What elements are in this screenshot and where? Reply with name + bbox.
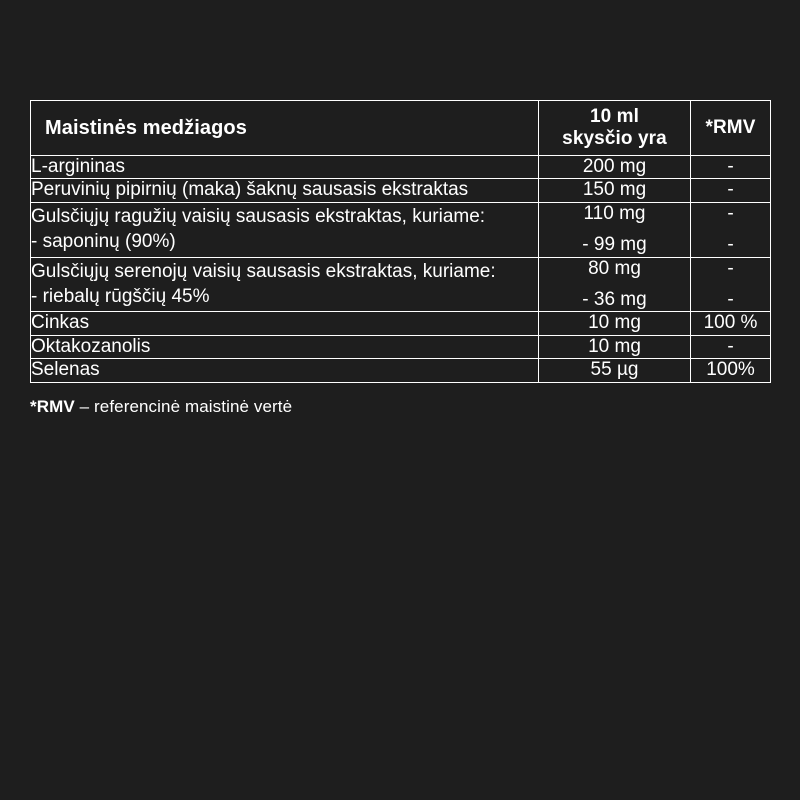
row-rmv	[691, 359, 771, 382]
row-amount-value: 110 mg	[583, 202, 646, 224]
row-rmv	[691, 335, 771, 358]
row-name	[31, 312, 539, 335]
table-header-row	[31, 101, 771, 156]
nutrition-panel	[30, 100, 770, 417]
row-rmv-value: -	[727, 202, 734, 224]
header-amount-line2: skysčio yra	[562, 128, 667, 149]
table-row	[31, 359, 771, 382]
footnote	[30, 397, 770, 417]
row-rmv-subvalue: -	[727, 234, 734, 256]
row-name	[31, 359, 539, 382]
row-amount-value: 55 µg	[590, 359, 639, 381]
row-rmv-value: 100 %	[703, 312, 758, 334]
row-name	[31, 257, 539, 312]
row-name	[31, 202, 539, 257]
row-name-main: Oktakozanolis	[31, 335, 151, 357]
row-amount-value: 150 mg	[582, 179, 647, 201]
row-amount	[539, 257, 691, 312]
row-amount	[539, 359, 691, 382]
row-rmv	[691, 312, 771, 335]
row-amount	[539, 156, 691, 179]
row-rmv-value: -	[727, 156, 734, 177]
table-row	[31, 335, 771, 358]
row-amount-value: 80 mg	[588, 257, 641, 279]
row-rmv	[691, 156, 771, 179]
row-amount	[539, 335, 691, 358]
row-amount	[539, 312, 691, 335]
table-row	[31, 179, 771, 202]
header-amount	[539, 101, 691, 156]
row-name-sub: - saponinų (90%)	[31, 230, 176, 252]
row-rmv-value: -	[727, 257, 734, 279]
row-name-sub: - riebalų rūgščių 45%	[31, 285, 210, 307]
row-name	[31, 156, 539, 179]
row-name	[31, 335, 539, 358]
header-nutrients: Maistinės medžiagos	[31, 101, 539, 156]
table-row	[31, 257, 771, 312]
nutrition-table	[30, 100, 771, 383]
row-name-main: L-argininas	[31, 156, 125, 177]
row-amount	[539, 179, 691, 202]
header-rmv: *RMV	[691, 101, 771, 156]
row-rmv-value: -	[727, 179, 734, 201]
row-amount	[539, 202, 691, 257]
row-amount-subvalue: - 99 mg	[582, 234, 647, 256]
row-rmv-value: 100%	[706, 359, 755, 381]
row-amount-value: 10 mg	[588, 312, 641, 334]
row-rmv-value: -	[727, 335, 734, 357]
row-name	[31, 179, 539, 202]
table-row	[31, 202, 771, 257]
header-amount-line1: 10 ml	[589, 106, 640, 128]
row-name-main: Gulsčiųjų ragužių vaisių sausasis ekstraktas, kuriame:	[31, 206, 486, 228]
row-rmv	[691, 202, 771, 257]
row-rmv	[691, 179, 771, 202]
footnote-text: – referencinė maistinė vertė	[74, 396, 293, 416]
row-name-main: Gulsčiųjų serenojų vaisių sausasis ekstraktas, kuriame:	[31, 261, 496, 283]
row-amount-subvalue: - 36 mg	[582, 289, 647, 311]
row-amount-value: 10 mg	[588, 335, 641, 357]
row-name-main: Cinkas	[31, 312, 90, 334]
row-name-main: Selenas	[31, 359, 100, 381]
footnote-abbr: *RMV	[30, 396, 75, 416]
table-row	[31, 312, 771, 335]
table-row	[31, 156, 771, 179]
row-rmv-subvalue: -	[727, 289, 734, 311]
row-name-main: Peruvinių pipirnių (maka) šaknų sausasis ekstraktas	[31, 179, 469, 201]
row-amount-value: 200 mg	[582, 156, 647, 177]
row-rmv	[691, 257, 771, 312]
